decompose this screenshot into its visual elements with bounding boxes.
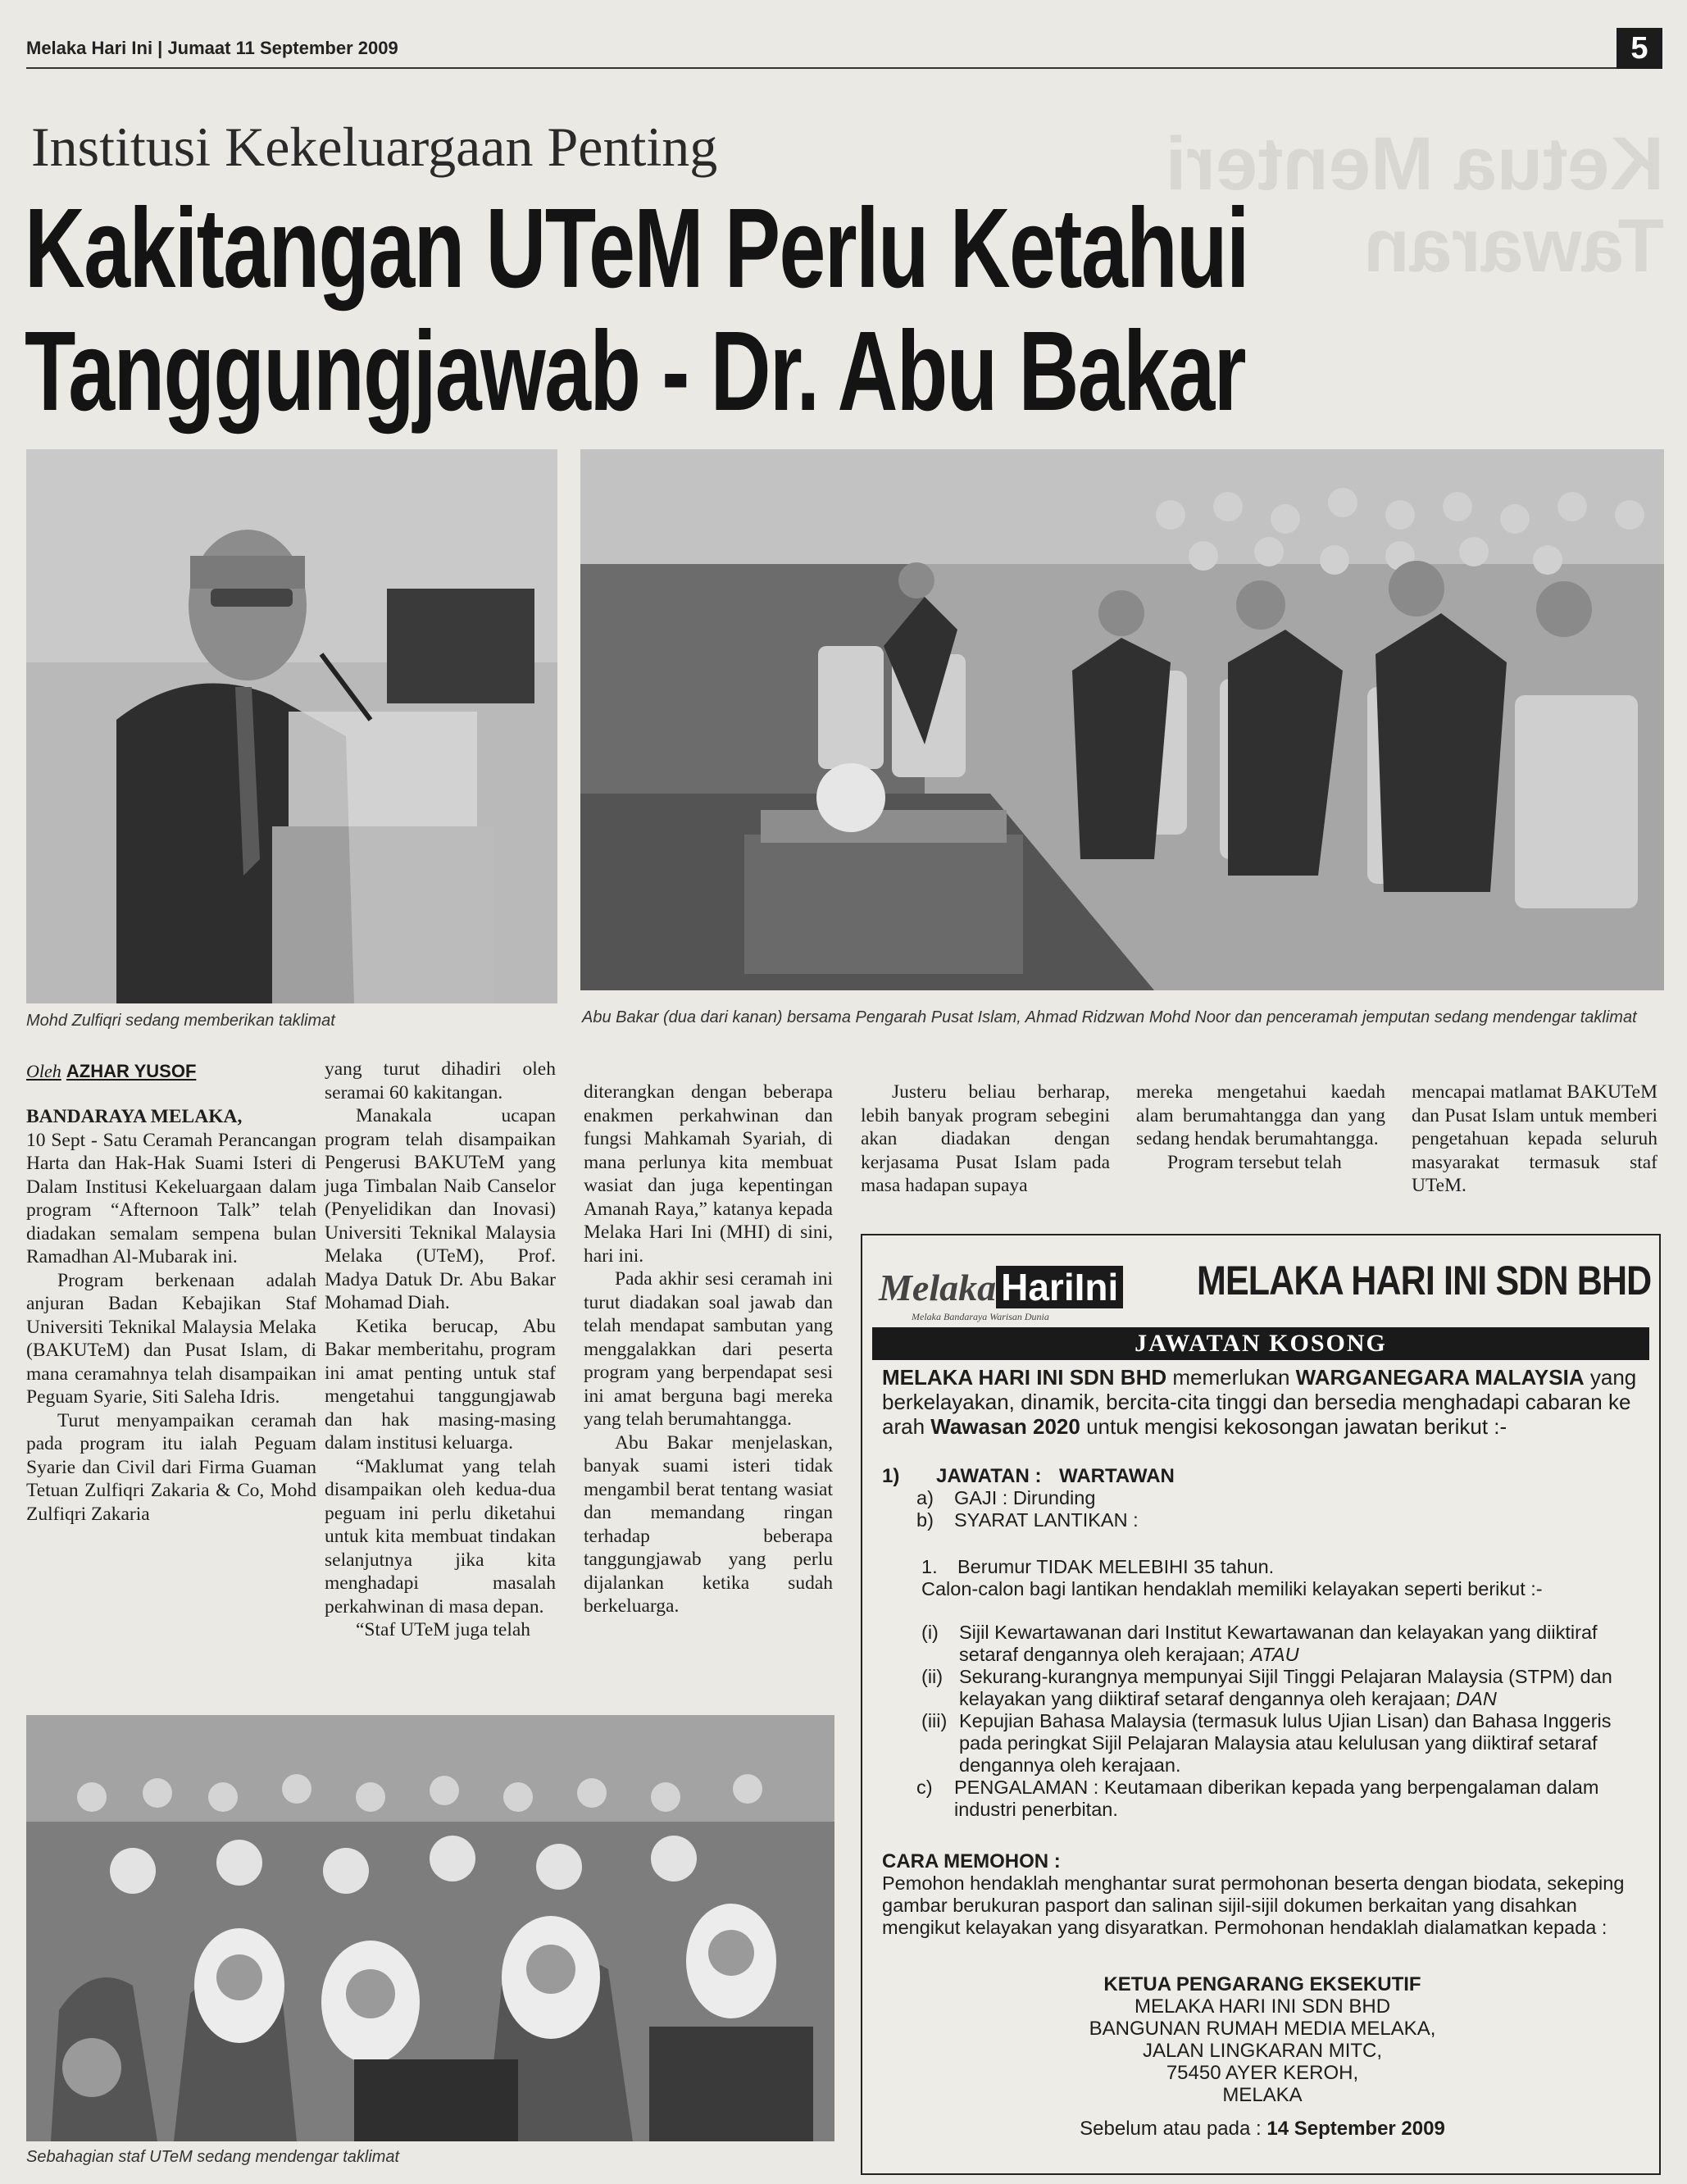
item-c-label: c) <box>916 1777 933 1798</box>
byline <box>26 1061 196 1082</box>
qual-2-number: (ii) <box>921 1666 944 1687</box>
article-column-2 <box>325 1058 556 1642</box>
mailing-address <box>862 1973 1662 2140</box>
how-to-apply-heading: CARA MEMOHON : <box>882 1850 1061 1872</box>
col1-paragraph-3: Turut menyampaikan ceramah pada program itu ialah Peguam Syarie dan Civil dari Firma Guaman Tetuan Zulfiqri Zakaria & Co, Mohd Zulfiqri Zakaria <box>26 1409 316 1525</box>
article-kicker: Institusi Kekeluargaan Penting <box>31 116 718 178</box>
col5-paragraph-2: Program tersebut telah <box>1167 1151 1342 1173</box>
speaker-photo-graphic <box>26 449 557 1003</box>
qual-1-number: (i) <box>921 1622 939 1643</box>
show-through-text: Ketua Menteri Tawaran <box>1165 122 1664 288</box>
col4-paragraph-1: Justeru beliau berharap, lebih banyak program sebegini akan diadakan dengan kerjasama Pusat Islam pada masa hadapan supaya <box>861 1081 1110 1196</box>
ad-requirements <box>882 1465 1653 1939</box>
qual-2-conjunction: DAN <box>1456 1688 1497 1709</box>
post-number: 1) <box>882 1465 900 1487</box>
col2-paragraph-1: yang turut dihadiri oleh seramai 60 kakitangan. <box>325 1058 556 1103</box>
col2-paragraph-5: “Staf UTeM juga telah <box>356 1619 531 1640</box>
salary-text: GAJI : Dirunding <box>954 1487 1096 1508</box>
headline-line-1: Kakitangan UTeM Perlu Ketahui <box>25 185 1248 312</box>
qual-1-text: Sijil Kewartawanan dari Institut Kewartawanan dan kelayakan yang diiktiraf setaraf dengannya oleh kerajaan; <box>959 1622 1598 1665</box>
photo-speaker-caption: Mohd Zulfiqri sedang memberikan taklimat <box>26 1012 335 1030</box>
photo-audience-caption: Sebahagian staf UTeM sedang mendengar taklimat <box>26 2148 400 2166</box>
col1-paragraph-1: 10 Sept - Satu Ceramah Perancangan Harta dan Hak-Hak Suami Isteri di Dalam Institusi Kekeluargaan dalam program “Afternoon Talk” telah diadakan semalam sempena bulan Ramadhan Al-Mubarak ini. <box>26 1129 316 1267</box>
how-to-apply-text: Pemohon hendaklah menghantar surat permohonan beserta dengan biodata, sekeping gambar berukuran pasport dan salinan sijil-sijil dokumen berkaitan yang disahkan mengikut kelayakan yang disyaratkan. Permohonan hendaklah dialamatkan kepada : <box>882 1872 1625 1938</box>
deadline-label: Sebelum atau pada : <box>1080 2118 1267 2140</box>
photo-speaker <box>26 449 557 1003</box>
job-vacancy-ad <box>861 1234 1661 2175</box>
ad-intro-text-2: yang berkelayakan, dinamik, bercita-cita tinggi dan bersedia menghadapi cabaran ke arah <box>882 1365 1637 1439</box>
article-column-5 <box>1136 1081 1385 1174</box>
item-a-label: a) <box>916 1487 934 1508</box>
col6-paragraph-1: mencapai matlamat BAKUTeM dan Pusat Islam untuk memberi pengetahuan kepada seluruh masyarakat termasuk staf UTeM. <box>1412 1081 1657 1196</box>
byline-author: AZHAR YUSOF <box>66 1061 197 1081</box>
front-row-photo-graphic <box>580 449 1664 990</box>
address-line-4: 75450 AYER KEROH, <box>1166 2062 1359 2084</box>
col3-paragraph-1: diterangkan dengan beberapa enakmen perkahwinan dan fungsi Mahkamah Syariah, di mana perlunya kita membuat wasiat dan juga kepentingan Amanah Raya,” katanya kepada Melaka Hari Ini (MHI) di sini, hari ini. <box>584 1081 833 1267</box>
application-deadline <box>862 2118 1662 2140</box>
col3-paragraph-2: Pada akhir sesi ceramah ini turut diadakan soal jawab dan telah mendapat sambutan yang menggalakkan dari peserta program yang berpendapat sesi ini amat berguna bagi mereka yang telah berumahtangga. <box>584 1268 833 1430</box>
ad-intro-citizenship: WARGANEGARA MALAYSIA <box>1295 1365 1585 1390</box>
col5-paragraph-1: mereka mengetahui kaedah alam berumahtangga dan yang sedang hendak berumahtangga. <box>1136 1081 1385 1149</box>
conditions-heading: SYARAT LANTIKAN : <box>954 1509 1139 1531</box>
col2-paragraph-4: “Maklumat yang telah disampaikan oleh kedua-dua peguam ini perlu diketahui untuk kita membuat tindakan selanjutnya jika kita menghadapi masalah perkahwinan di masa depan. <box>325 1455 556 1618</box>
post-title: WARTAWAN <box>1059 1465 1175 1487</box>
experience-text: PENGALAMAN : Keutamaan diberikan kepada yang berpengalaman dalam industri penerbitan. <box>954 1777 1599 1820</box>
byline-prefix: Oleh <box>26 1061 61 1081</box>
qualification-intro: Calon-calon bagi lantikan hendaklah memiliki kelayakan seperti berikut :- <box>921 1578 1543 1599</box>
age-requirement: Berumur TIDAK MELEBIHI 35 tahun. <box>957 1556 1275 1577</box>
ad-intro-text-1: memerlukan <box>1166 1365 1296 1390</box>
ad-intro-vision: Wawasan 2020 <box>930 1414 1080 1439</box>
post-label: JAWATAN : <box>936 1465 1042 1487</box>
qual-2-text: Sekurang-kurangnya mempunyai Sijil Tinggi Pelajaran Malaysia (STPM) dan kelayakan yang diiktiraf setaraf dengannya oleh kerajaan; <box>959 1666 1612 1709</box>
article-column-6 <box>1412 1081 1657 1198</box>
ad-intro-text-3: untuk mengisi kekosongan jawatan berikut :- <box>1080 1414 1507 1439</box>
address-line-3: JALAN LINGKARAN MITC, <box>1142 2040 1383 2062</box>
col1-paragraph-2: Program berkenaan adalah anjuran Badan Kebajikan Staf Universiti Teknikal Malaysia Melaka (BAKUTeM) dan Pusat Islam, di mana ceramahnya telah disampaikan Peguam Syarie, Siti Saleha Idris. <box>26 1269 316 1408</box>
logo-text-1: Melaka <box>879 1267 997 1308</box>
logo-text-2: HariIni <box>996 1266 1123 1308</box>
headline-line-2: Tanggungjawab - Dr. Abu Bakar <box>25 308 1246 435</box>
address-title: KETUA PENGARANG EKSEKUTIF <box>1103 1973 1421 1995</box>
article-headline <box>25 185 1248 435</box>
photo-front-row-caption: Abu Bakar (dua dari kanan) bersama Pengarah Pusat Islam, Ahmad Ridzwan Mohd Noor dan penceramah jemputan sedang mendengar taklimat <box>582 1008 1637 1026</box>
deadline-date: 14 September 2009 <box>1266 2118 1445 2140</box>
masthead-rule <box>26 67 1618 69</box>
col3-paragraph-3: Abu Bakar menjelaskan, banyak suami isteri tidak mengambil berat tentang wasiat dan memandang ringan terhadap beberapa tanggungjawab yang perlu dijalankan ketika sudah berkeluarga. <box>584 1431 833 1617</box>
ad-company-name: MELAKA HARI INI SDN BHD <box>1197 1258 1652 1304</box>
publication-date: Melaka Hari Ini | Jumaat 11 September 2009 <box>26 38 398 58</box>
photo-front-row <box>580 449 1664 990</box>
address-line-5: MELAKA <box>1222 2084 1303 2106</box>
newspaper-logo <box>879 1260 1182 1326</box>
col2-paragraph-3: Ketika berucap, Abu Bakar memberitahu, program ini amat penting untuk staf mengetahui tanggungjawab dan hak masing-masing dalam institusi keluarga. <box>325 1315 556 1454</box>
article-column-1 <box>26 1105 316 1526</box>
qual-1-conjunction: ATAU <box>1250 1644 1299 1665</box>
page-number: 5 <box>1617 28 1662 69</box>
dateline: BANDARAYA MELAKA, <box>26 1106 243 1127</box>
photo-audience <box>26 1715 834 2141</box>
address-line-1: MELAKA HARI INI SDN BHD <box>1134 1995 1391 2018</box>
article-column-3 <box>584 1081 833 1618</box>
address-line-2: BANGUNAN RUMAH MEDIA MELAKA, <box>1089 2018 1436 2040</box>
qual-3-text: Kepujian Bahasa Malaysia (termasuk lulus Ujian Lisan) dan Bahasa Inggeris pada peringkat Sijil Pelajaran Malaysia atau kelulusan yang diiktiraf setaraf dengannya oleh kerajaan. <box>959 1710 1612 1776</box>
audience-photo-graphic <box>26 1715 834 2141</box>
item-b-label: b) <box>916 1509 934 1531</box>
qual-3-number: (iii) <box>921 1710 948 1731</box>
ad-intro <box>882 1365 1644 1439</box>
ad-banner: JAWATAN KOSONG <box>872 1327 1649 1360</box>
req-1-number: 1. <box>921 1556 938 1577</box>
col2-paragraph-2: Manakala ucapan program telah disampaikan Pengerusi BAKUTeM yang juga Timbalan Naib Canselor (Penyelidikan dan Inovasi) Universiti Teknikal Malaysia Melaka (UTeM), Prof. Madya Datuk Dr. Abu Bakar Mohamad Diah. <box>325 1105 556 1313</box>
article-column-4 <box>861 1081 1110 1198</box>
logo-tagline: Melaka Bandaraya Warisan Dunia <box>912 1311 1049 1322</box>
ad-intro-company: MELAKA HARI INI SDN BHD <box>882 1365 1167 1390</box>
